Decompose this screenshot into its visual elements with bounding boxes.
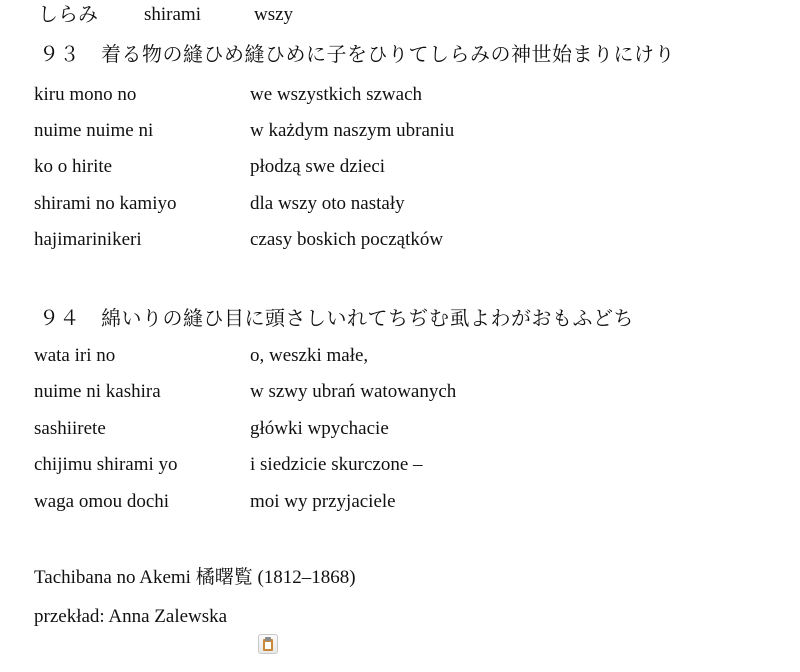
poem-japanese-text: 着る物の縫ひめ縫ひめに子をひりてしらみの神世始まりにけり bbox=[101, 44, 675, 66]
poem-93-japanese-line bbox=[39, 38, 675, 67]
polish-line: moi wy przyjaciele bbox=[250, 491, 396, 512]
polish-line: dla wszy oto nastały bbox=[250, 193, 405, 214]
romaji-line: chijimu shirami yo bbox=[34, 454, 178, 475]
romaji-line: waga omou dochi bbox=[34, 491, 170, 512]
polish-line: i siedzicie skurczone – bbox=[250, 454, 423, 475]
author-credit: Tachibana no Akemi 橘曙覧 (1812–1868) bbox=[34, 567, 356, 588]
polish-line: płodzą swe dzieci bbox=[250, 156, 386, 177]
polish-line: w szwy ubrań watowanych bbox=[250, 381, 457, 402]
romaji-line: nuime nuime ni bbox=[34, 120, 154, 141]
clipboard-icon[interactable] bbox=[258, 634, 278, 654]
poem-number: ９３ bbox=[39, 44, 80, 66]
poem-japanese-text: 綿いりの縫ひ目に頭さしいれてちぢむ虱よわがおもふどち bbox=[101, 308, 634, 330]
romaji-line: ko o hirite bbox=[34, 156, 113, 177]
poem-94-japanese-line bbox=[39, 302, 634, 331]
header-polish: wszy bbox=[254, 4, 294, 25]
clipboard-paper bbox=[265, 642, 271, 649]
header-japanese: しらみ bbox=[38, 4, 98, 26]
romaji-line: wata iri no bbox=[34, 345, 116, 366]
romaji-line: sashiirete bbox=[34, 418, 106, 439]
romaji-line: kiru mono no bbox=[34, 84, 137, 105]
clipboard-clip bbox=[265, 637, 271, 641]
translator-credit: przekład: Anna Zalewska bbox=[34, 606, 228, 627]
romaji-line: shirami no kamiyo bbox=[34, 193, 177, 214]
poem-number: ９４ bbox=[39, 308, 80, 330]
romaji-line: nuime ni kashira bbox=[34, 381, 161, 402]
polish-line: o, weszki małe, bbox=[250, 345, 369, 366]
romaji-line: hajimarinikeri bbox=[34, 229, 142, 250]
header-romaji: shirami bbox=[144, 4, 201, 25]
polish-line: w każdym naszym ubraniu bbox=[250, 120, 455, 141]
polish-line: główki wpychacie bbox=[250, 418, 389, 439]
polish-line: czasy boskich początków bbox=[250, 229, 444, 250]
polish-line: we wszystkich szwach bbox=[250, 84, 423, 105]
